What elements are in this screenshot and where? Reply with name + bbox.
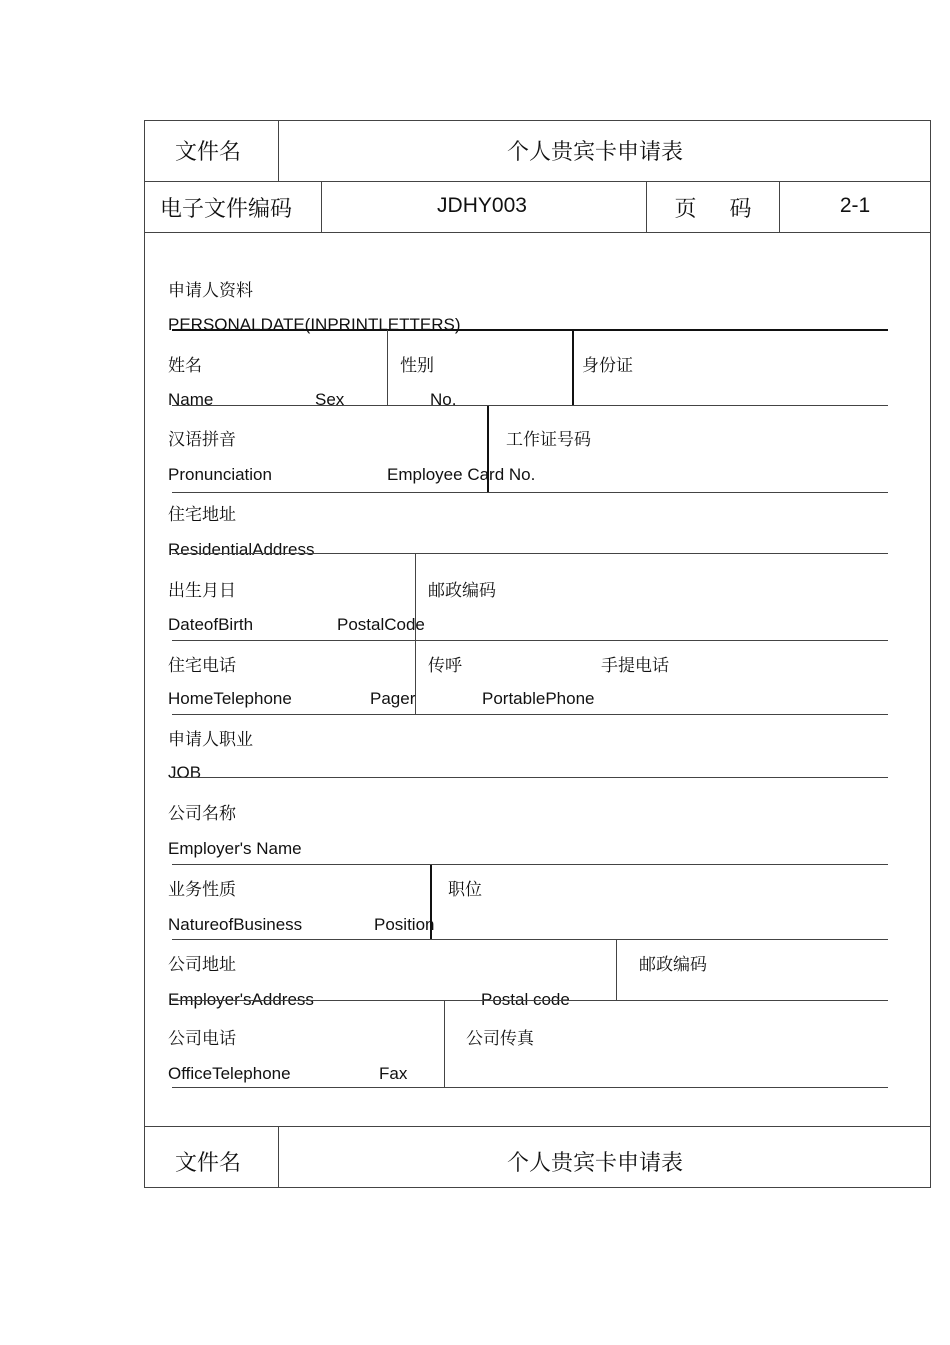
birth-label-en: DateofBirth <box>168 615 254 634</box>
section-title-en: PERSONALDATE(INPRINTLETTERS) <box>168 315 461 334</box>
pager-label-en: Pager <box>370 689 416 708</box>
position-label-cn: 职位 <box>448 880 482 900</box>
employer-label-cn: 公司名称 <box>168 804 236 824</box>
name-label-cn: 姓名 <box>168 356 202 376</box>
row-office-tel-bottom <box>172 1087 888 1088</box>
office-tel-fax-divider <box>444 1001 445 1087</box>
header-row2-divider-2 <box>646 181 647 232</box>
home-tel-label-en: HomeTelephone <box>168 689 292 708</box>
header-divider <box>278 120 279 181</box>
footer-divider <box>278 1126 279 1187</box>
header-row2-bottom <box>144 232 931 233</box>
business-label-en: NatureofBusiness <box>168 915 303 934</box>
employer-addr-postal-divider <box>616 940 617 1000</box>
pinyin-label-cn: 汉语拼音 <box>168 430 236 450</box>
header-row2-divider-3 <box>779 181 780 232</box>
office-tel-label-en: OfficeTelephone <box>168 1064 291 1083</box>
row-birth-bottom <box>172 640 888 641</box>
header-row1-bottom <box>144 181 931 182</box>
row-tel-bottom <box>172 714 888 715</box>
sex-label-en: Sex <box>315 390 345 409</box>
footer-form-title: 个人贵宾卡申请表 <box>506 1151 684 1176</box>
pager-label-cn: 传呼 <box>428 656 462 676</box>
birth-label-cn: 出生月日 <box>168 581 236 601</box>
frame-top <box>144 120 931 121</box>
frame-left <box>144 120 145 1187</box>
row-address-bottom <box>172 553 888 554</box>
id-label-en: No. <box>430 390 457 409</box>
employer-addr-label-en: Employer'sAddress <box>168 990 314 1009</box>
row-name-bottom <box>172 405 888 406</box>
section-underline <box>172 329 888 331</box>
address-label-en: ResidentialAddress <box>168 540 315 559</box>
employer-label-en: Employer's Name <box>168 839 302 858</box>
page-value: 2-1 <box>839 194 871 217</box>
employer-postal-label-cn: 邮政编码 <box>639 955 707 975</box>
electronic-code-value: JDHY003 <box>437 194 527 217</box>
sex-label-cn: 性别 <box>400 356 434 376</box>
postal-label-cn: 邮政编码 <box>428 581 496 601</box>
frame-right <box>930 120 931 1187</box>
business-label-cn: 业务性质 <box>168 880 236 900</box>
section-title-cn: 申请人资料 <box>168 281 253 301</box>
employee-card-label-en: Employee Card No. <box>387 465 536 484</box>
position-label-en: Position <box>374 915 435 934</box>
page-label: 页 码 <box>674 197 752 222</box>
fax-label-en: Fax <box>379 1064 408 1083</box>
address-label-cn: 住宅地址 <box>168 505 236 525</box>
form-title: 个人贵宾卡申请表 <box>506 140 684 165</box>
id-label-cn: 身份证 <box>582 356 633 376</box>
name-sex-divider <box>387 330 388 406</box>
mobile-label-en: PortablePhone <box>482 689 595 708</box>
mobile-label-cn: 手提电话 <box>601 656 669 676</box>
fax-label-cn: 公司传真 <box>466 1029 534 1049</box>
pinyin-label-en: Pronunciation <box>168 465 272 484</box>
office-tel-label-cn: 公司电话 <box>168 1029 236 1049</box>
frame-bottom <box>144 1187 931 1188</box>
row-employer-addr-bottom <box>172 1000 888 1001</box>
job-label-cn: 申请人职业 <box>168 730 253 750</box>
sex-id-divider <box>572 330 574 406</box>
name-label-en: Name <box>168 390 214 409</box>
row-employer-bottom <box>172 864 888 865</box>
file-name-label: 文件名 <box>174 140 242 165</box>
electronic-code-label: 电子文件编码 <box>159 197 293 222</box>
postal-label-en: PostalCode <box>337 615 425 634</box>
employer-addr-label-cn: 公司地址 <box>168 955 236 975</box>
footer-file-name-label: 文件名 <box>174 1151 242 1176</box>
row-pinyin-bottom <box>172 492 888 493</box>
job-label-en: JOB <box>168 763 202 782</box>
employee-card-label-cn: 工作证号码 <box>506 430 591 450</box>
employer-postal-label-en: Postal code <box>481 990 570 1009</box>
home-tel-label-cn: 住宅电话 <box>168 656 236 676</box>
row-job-bottom <box>172 777 888 778</box>
row-business-bottom <box>172 939 888 940</box>
footer-top <box>144 1126 931 1127</box>
header-row2-divider-1 <box>321 181 322 232</box>
